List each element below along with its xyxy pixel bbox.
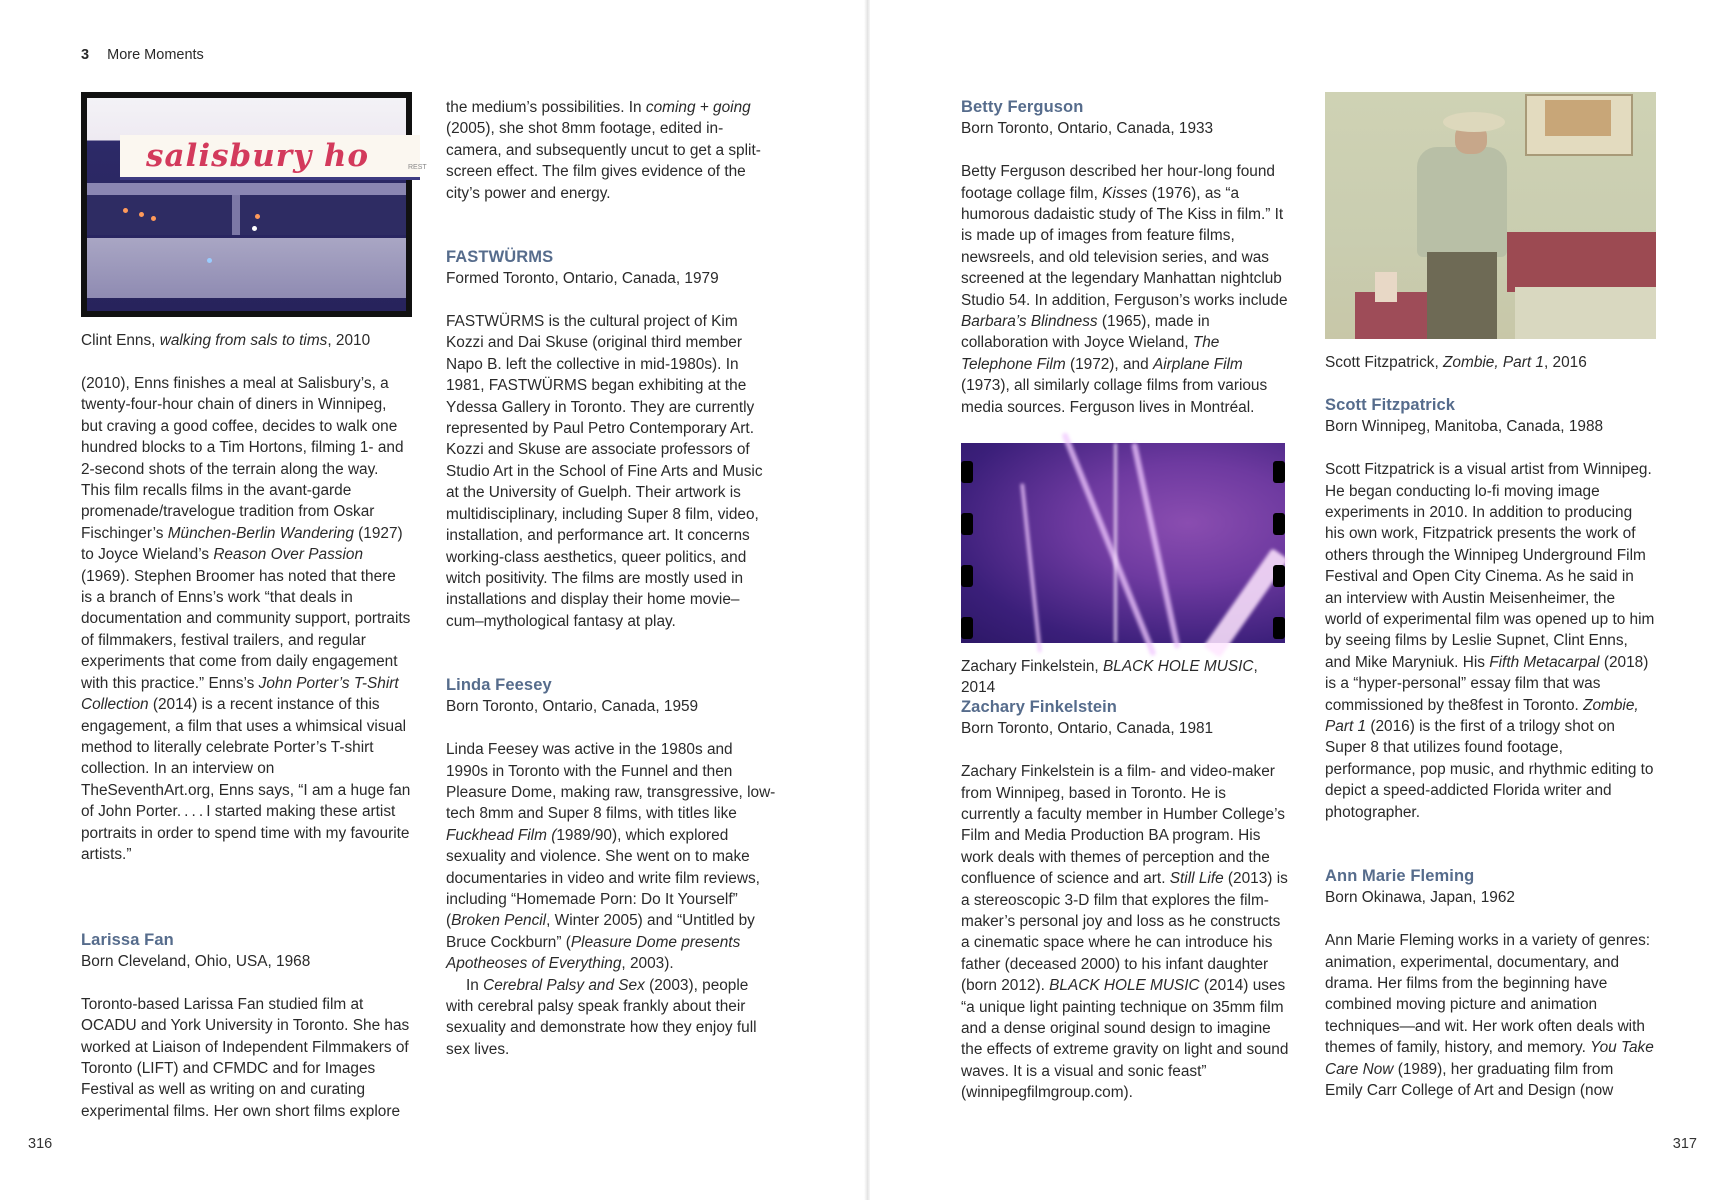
artist-name-zachary-finkelstein: Zachary Finkelstein [961, 698, 1117, 716]
fan-entry-body: Toronto-based Larissa Fan studied film at OCADU and York University in Toronto. She has worked at Liaison of Independent Filmmakers of Toronto (LIFT) and CFMDC and for Images Festival as well as writing on and curating experimental films. Her own short films explore [81, 995, 410, 1120]
column-3-lower [961, 697, 1289, 1104]
artist-name-ann-marie-fleming: Ann Marie Fleming [1325, 866, 1475, 885]
figure-zombie-part-1 [1325, 92, 1656, 339]
fan-entry-continued: the medium’s possibilities. In coming + going (2005), she shot 8mm footage, edited in-camera, and subsequently uncut to get a split-screen effect. The film gives evidence of the city’s power and energy. [446, 99, 761, 202]
ferguson-entry-body: Betty Ferguson described her hour-long found footage collage film, Kisses (1976), as “a humorous dadaistic study of The Kiss in film.” It is made up of images from feature films, newsreels, and old television series, and was screened at the legendary Manhattan nightclub Studio 54. In addition, Ferguson’s works include Barbara’s Blindness (1965), made in collaboration with Joyce Wieland, The Telephone Film (1972), and Airplane Film (1973), all similarly collage films from various media sources. Ferguson lives in Montréal. [961, 163, 1288, 416]
artist-born-scott-fitzpatrick: Born Winnipeg, Manitoba, Canada, 1988 [1325, 418, 1604, 436]
artist-name-larissa-fan: Larissa Fan [81, 930, 174, 949]
fleming-entry-body: Ann Marie Fleming works in a variety of genres: animation, experimental, documentary, and drama. Her films from the beginning have combined moving picture and animation techniques—and wit. Her work often deals with themes of family, history, and memory. You Take Care Now (1989), her graduating film from Emily Carr College of Art and Design (now [1325, 932, 1654, 1099]
artist-name-fastwurms: FASTWÜRMS [446, 247, 554, 266]
artist-born-fastwurms: Formed Toronto, Ontario, Canada, 1979 [446, 270, 719, 288]
feesey-entry-body: Linda Feesey was active in the 1980s and 1990s in Toronto with the Funnel and then Pleasure Dome, making raw, transgressive, low-tech 8mm and Super 8 films, with titles like Fuckhead Film (1989/90), which explored sexuality and violence. She went on to make documentaries in video and write film reviews, including “Homemade Porn: Do It Yourself” (Broken Pencil, Winter 2005) and “Untitled by Bruce Cockburn” (Pleasure Dome presents Apotheoses of Everything, 2003). [446, 741, 776, 973]
column-1 [81, 373, 411, 1122]
caption-walking-from-sals-to-tims: Clint Enns, walking from sals to tims, 2010 [81, 332, 371, 349]
enns-entry-body: (2010), Enns finishes a meal at Salisbury’s, a twenty-four-hour chain of diners in Winnipeg, but craving a good coffee, decides to walk one hundred blocks to a Tim Hortons, filming 1- and 2-second shots of the terrain along the way. This film recalls films in the avant-garde promenade/travelogue tradition from Oskar Fischinger’s München-Berlin Wandering (1927) to Joyce Wieland’s Reason Over Passion (1969). Stephen Broomer has noted that there is a branch of Enns’s work “that deals in documentation and community support, portraits of filmmakers, festival trailers, and regular experiments that come from daily engagement with this practice.” Enns’s John Porter’s T-Shirt Collection (2014) is a recent instance of this engagement, a film that uses a whimsical visual method to literally celebrate Porter’s T-shirt collection. In an interview on TheSeventhArt.org, Enns says, “I am a huge fan of John Porter. . . . I started making these artist portraits in order to spend time with my favourite artists.” [81, 375, 411, 863]
fastwurms-entry-body: FASTWÜRMS is the cultural project of Kim Kozzi and Dai Skuse (original third member Napo B. left the collective in mid-1980s). In 1981, FASTWÜRMS began exhibiting at the Ydessa Gallery in Toronto. They are currently represented by Paul Petro Contemporary Art. Kozzi and Skuse are associate professors of Studio Art in the School of Fine Arts and Music at the University of Guelph. Their artwork is multidisciplinary, including Super 8 film, video, installation, and performance art. It concerns working-class aesthetics, queer politics, and witch positivity. The films are mostly used in installations and display their home movie–cum–mythological fantasy at play. [446, 313, 763, 630]
figure-walking-from-sals-to-tims [81, 92, 427, 317]
feesey-entry-body-2: In Cerebral Palsy and Sex (2003), people with cerebral palsy speak frankly about their sexuality and demonstrate how they enjoy full sex lives. [446, 976, 757, 1058]
restaurant-sign [120, 135, 427, 180]
artist-born-linda-feesey: Born Toronto, Ontario, Canada, 1959 [446, 698, 699, 716]
sign-text: salisbury ho [146, 138, 370, 174]
figure-black-hole-music [961, 443, 1285, 643]
finkelstein-entry-body: Zachary Finkelstein is a film- and video-maker from Winnipeg, based in Toronto. He is currently a faculty member in Humber College’s Film and Media Production BA program. His work deals with themes of perception and the confluence of science and art. Still Life (2013) is a stereoscopic 3-D film that explores the film-maker’s personal joy and loss as he constructs a cinematic space where he can introduce his father (deceased 2000) to his infant daughter (born 2012). BLACK HOLE MUSIC (2014) uses “a unique light painting technique on 35mm film and a dense original sound design to imagine the effects of extreme gravity on light and sound waves. It is a visual and sonic feast” (winnipegfilmgroup.com). [961, 763, 1289, 1102]
page-number-left: 316 [28, 1136, 53, 1152]
page-number-right: 317 [1672, 1136, 1697, 1152]
sign-subtext: REST [408, 164, 427, 171]
artist-name-linda-feesey: Linda Feesey [446, 675, 552, 694]
column-2 [446, 97, 776, 1060]
running-head [81, 47, 204, 63]
artist-name-scott-fitzpatrick: Scott Fitzpatrick [1325, 396, 1456, 414]
artist-born-larissa-fan: Born Cleveland, Ohio, USA, 1968 [81, 952, 311, 970]
book-spine [864, 0, 870, 1200]
wall-picture [1525, 94, 1633, 156]
caption-black-hole-music: Zachary Finkelstein, BLACK HOLE MUSIC, 2014 [961, 658, 1258, 697]
column-3 [961, 97, 1289, 418]
chapter-title: More Moments [107, 47, 204, 63]
artist-born-betty-ferguson: Born Toronto, Ontario, Canada, 1933 [961, 120, 1214, 138]
artist-born-ann-marie-fleming: Born Okinawa, Japan, 1962 [1325, 889, 1515, 907]
column-4 [1325, 395, 1655, 1101]
fitzpatrick-entry-body: Scott Fitzpatrick is a visual artist from Winnipeg. He began conducting lo-fi moving image experiments in 2010. In addition to producing his own work, Fitzpatrick presents the work of others through the Winnipeg Underground Film Festival and Open City Cinema. As he said in an interview with Austin Meisenheimer, the world of experimental film was opened up to him by seeing films by Leslie Supnet, Clint Enns, and Mike Maryniuk. His Fifth Metacarpal (2018) is a “hyper-personal” essay film that was commissioned by the8fest in Toronto. Zombie, Part 1 (2016) is the first of a trilogy shot on Super 8 that utilizes found footage, performance, pop music, and rhythmic editing to depict a speed-addicted Florida writer and photographer. [1325, 461, 1655, 821]
chapter-number: 3 [81, 47, 90, 63]
artist-name-betty-ferguson: Betty Ferguson [961, 98, 1084, 116]
artist-born-zachary-finkelstein: Born Toronto, Ontario, Canada, 1981 [961, 720, 1214, 738]
caption-zombie-part-1: Scott Fitzpatrick, Zombie, Part 1, 2016 [1325, 354, 1587, 371]
